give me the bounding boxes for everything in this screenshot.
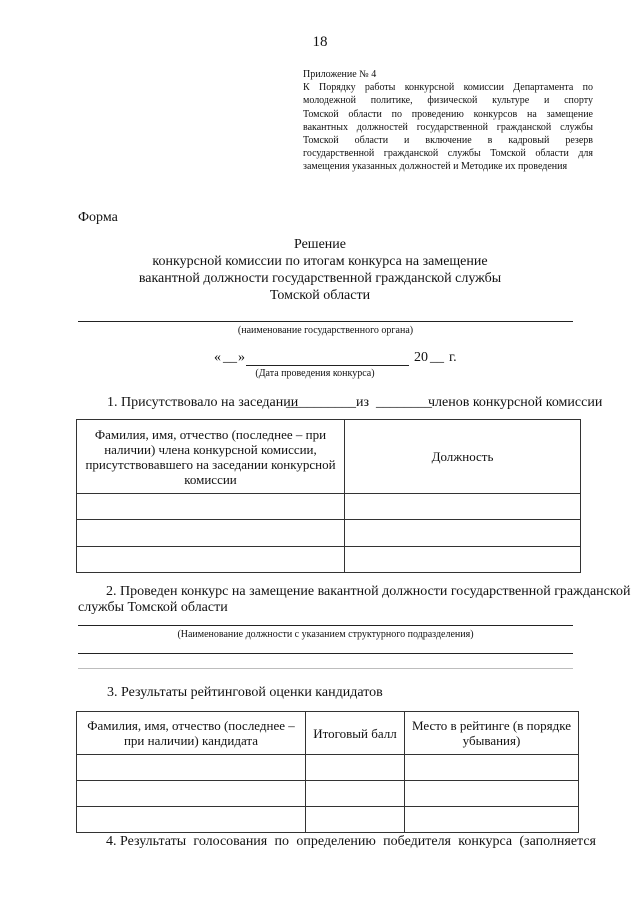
title-line: вакантной должности государственной гражданской службы xyxy=(138,271,502,286)
appendix-heading: Приложение № 4 xyxy=(303,69,377,80)
section4-word: (заполняется xyxy=(519,834,596,849)
position-caption: (Наименование должности с указанием структурного подразделения) xyxy=(177,629,474,640)
date-close-quote: » xyxy=(238,350,245,365)
table-cell xyxy=(306,755,405,781)
appendix-line: К Порядку работы конкурсной комиссии Департамента по xyxy=(303,82,593,94)
table-cell xyxy=(345,494,581,520)
appendix-line: молодежной политике, физической культуре и спорту xyxy=(303,95,593,107)
table-header-row xyxy=(77,420,581,494)
section4-word: 4. Результаты xyxy=(106,834,187,849)
appendix-line: Томской области по проведению конкурсов на замещение xyxy=(303,108,593,120)
section4-word: победителя xyxy=(383,834,451,849)
date-year-blank: __ xyxy=(430,350,444,365)
table-cell xyxy=(77,755,306,781)
section1-blank-total: ________ xyxy=(376,395,432,410)
date-year-prefix: 20 xyxy=(414,350,428,365)
position-name-line xyxy=(78,625,573,626)
section4-word: конкурса xyxy=(458,834,513,849)
table-row xyxy=(77,807,579,833)
section4-word: по xyxy=(274,834,290,849)
page-number: 18 xyxy=(312,34,328,50)
table-cell xyxy=(405,755,579,781)
section4-line xyxy=(106,834,596,850)
table-cell xyxy=(306,807,405,833)
section3-title: 3. Результаты рейтинговой оценки кандидатов xyxy=(107,685,383,700)
form-label: Форма xyxy=(78,210,118,225)
table-row xyxy=(77,755,579,781)
section2-line2: службы Томской области xyxy=(78,600,228,615)
title-line: Решение xyxy=(293,237,346,252)
appendix-line: государственной гражданской службы Томской области для xyxy=(303,148,593,160)
header-total-score: Итоговый балл xyxy=(306,712,405,755)
section2-line1: 2. Проведен конкурс на замещение вакантной должности государственной гражданской xyxy=(106,584,631,599)
appendix-line: вакантных должностей государственной гражданской службы xyxy=(303,121,593,133)
table-cell xyxy=(405,807,579,833)
header-member-name: Фамилия, имя, отчество (последнее – при наличии) члена конкурсной комиссии, присутствовавшего на заседании конкурсной комиссии xyxy=(77,420,345,494)
section4-word: голосования xyxy=(193,834,268,849)
table-cell xyxy=(345,547,581,573)
date-day-blank: __ xyxy=(223,350,237,365)
table-cell xyxy=(306,781,405,807)
header-rating-place: Место в рейтинге (в порядке убывания) xyxy=(405,712,579,755)
table-cell xyxy=(405,781,579,807)
section4-word: определению xyxy=(296,834,376,849)
appendix-note xyxy=(303,68,593,174)
section1-middle: из xyxy=(356,395,370,410)
date-caption: (Дата проведения конкурса) xyxy=(255,368,375,379)
appendix-line: Томской области и включение в кадровый резерв xyxy=(303,135,593,147)
organ-name-line xyxy=(78,321,573,322)
position-name-line-3 xyxy=(78,668,573,669)
table-row xyxy=(77,781,579,807)
table-cell xyxy=(77,781,306,807)
position-name-line-2 xyxy=(78,653,573,654)
table-cell xyxy=(345,520,581,547)
table-header-row xyxy=(77,712,579,755)
organ-caption: (наименование государственного органа) xyxy=(237,325,414,336)
date-open-quote: « xyxy=(214,350,221,365)
title-line: Томской области xyxy=(269,288,371,303)
table-cell xyxy=(77,494,345,520)
table-row xyxy=(77,547,581,573)
candidate-rating-table xyxy=(76,711,579,833)
table-cell xyxy=(77,547,345,573)
appendix-line: замещения указанных должностей и Методике их проведения xyxy=(303,161,568,173)
section1-prefix: 1. Присутствовало на заседании xyxy=(107,395,299,410)
header-position: Должность xyxy=(345,420,581,494)
date-month-line xyxy=(246,365,409,366)
header-candidate-name: Фамилия, имя, отчество (последнее – при наличии) кандидата xyxy=(77,712,306,755)
document-title xyxy=(0,236,640,304)
commission-members-table xyxy=(76,419,581,573)
table-cell xyxy=(77,807,306,833)
section1-suffix: членов конкурсной комиссии xyxy=(428,395,603,410)
section1-blank-present: __________ xyxy=(286,395,356,410)
title-line: конкурсной комиссии по итогам конкурса на замещение xyxy=(152,254,488,269)
table-row xyxy=(77,520,581,547)
table-cell xyxy=(77,520,345,547)
date-year-suffix: г. xyxy=(449,350,457,365)
table-row xyxy=(77,494,581,520)
